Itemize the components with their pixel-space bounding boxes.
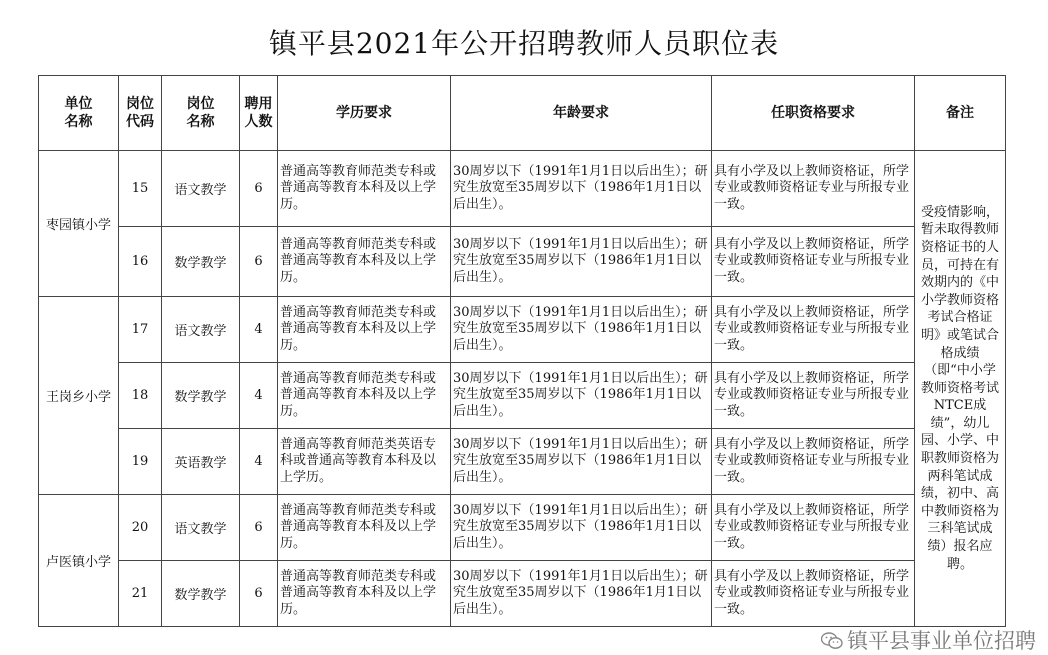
position-table — [38, 75, 1006, 627]
code-cell: 17 — [119, 297, 162, 363]
qualification-cell: 具有小学及以上教师资格证，所学专业或教师资格证专业与所报专业一致。 — [712, 495, 915, 561]
code-cell: 16 — [119, 227, 162, 297]
count-cell: 6 — [240, 151, 278, 227]
qualification-cell: 具有小学及以上教师资格证，所学专业或教师资格证专业与所报专业一致。 — [712, 297, 915, 363]
qualification-cell: 具有小学及以上教师资格证，所学专业或教师资格证专业与所报专业一致。 — [712, 429, 915, 495]
page-title: 镇平县2021年公开招聘教师人员职位表 — [268, 27, 780, 60]
qualification-cell: 具有小学及以上教师资格证，所学专业或教师资格证专业与所报专业一致。 — [712, 227, 915, 297]
age-cell: 30周岁以下（1991年1月1日以后出生）；研究生放宽至35周岁以下（1986年1月1日以后出生）。 — [451, 297, 712, 363]
qualification-cell: 具有小学及以上教师资格证，所学专业或教师资格证专业与所报专业一致。 — [712, 363, 915, 429]
header-code: 岗位代码 — [119, 76, 162, 151]
table-row — [39, 429, 1006, 495]
code-cell: 19 — [119, 429, 162, 495]
age-cell: 30周岁以下（1991年1月1日以后出生）；研究生放宽至35周岁以下（1986年1月1日以后出生）。 — [451, 227, 712, 297]
age-cell: 30周岁以下（1991年1月1日以后出生）；研究生放宽至35周岁以下（1986年1月1日以后出生）。 — [451, 495, 712, 561]
position-cell: 数学教学 — [162, 561, 240, 627]
header-education: 学历要求 — [278, 76, 451, 151]
code-cell: 20 — [119, 495, 162, 561]
header-note: 备注 — [915, 76, 1006, 151]
watermark-text: 镇平县事业单位招聘 — [847, 629, 1036, 653]
table-row — [39, 561, 1006, 627]
count-cell: 4 — [240, 297, 278, 363]
count-cell: 6 — [240, 495, 278, 561]
code-cell: 15 — [119, 151, 162, 227]
education-cell: 普通高等教育师范类专科或普通高等教育本科及以上学历。 — [278, 297, 451, 363]
position-cell: 数学教学 — [162, 227, 240, 297]
qualification-cell: 具有小学及以上教师资格证，所学专业或教师资格证专业与所报专业一致。 — [712, 561, 915, 627]
table-row — [39, 297, 1006, 363]
education-cell: 普通高等教育师范类专科或普通高等教育本科及以上学历。 — [278, 227, 451, 297]
age-cell: 30周岁以下（1991年1月1日以后出生）；研究生放宽至35周岁以下（1986年1月1日以后出生）。 — [451, 429, 712, 495]
code-cell: 21 — [119, 561, 162, 627]
note-cell: 受疫情影响，暂未取得教师资格证书的人员，可持在有效期内的《中小学教师资格考试合格证明》或笔试合格成绩（即“中小学教师资格考试NTCE成绩”，幼儿园、小学、中职教师资格为两科笔试成绩，初中、高中教师资格为三科笔试成绩）报名应聘。 — [915, 151, 1006, 627]
header-row — [39, 76, 1006, 151]
count-cell: 6 — [240, 561, 278, 627]
position-cell: 语文教学 — [162, 495, 240, 561]
age-cell: 30周岁以下（1991年1月1日以后出生）；研究生放宽至35周岁以下（1986年1月1日以后出生）。 — [451, 561, 712, 627]
count-cell: 4 — [240, 363, 278, 429]
table-row — [39, 495, 1006, 561]
position-cell: 语文教学 — [162, 297, 240, 363]
count-cell: 6 — [240, 227, 278, 297]
age-cell: 30周岁以下（1991年1月1日以后出生）；研究生放宽至35周岁以下（1986年1月1日以后出生）。 — [451, 363, 712, 429]
age-cell: 30周岁以下（1991年1月1日以后出生）；研究生放宽至35周岁以下（1986年1月1日以后出生）。 — [451, 151, 712, 227]
count-cell: 4 — [240, 429, 278, 495]
unit-cell: 枣园镇小学 — [39, 151, 119, 297]
qualification-cell: 具有小学及以上教师资格证，所学专业或教师资格证专业与所报专业一致。 — [712, 151, 915, 227]
wechat-icon — [821, 631, 843, 649]
table-row — [39, 227, 1006, 297]
header-unit: 单位名称 — [39, 76, 119, 151]
position-cell: 英语教学 — [162, 429, 240, 495]
unit-cell: 王岗乡小学 — [39, 297, 119, 495]
header-qualification: 任职资格要求 — [712, 76, 915, 151]
education-cell: 普通高等教育师范类专科或普通高等教育本科及以上学历。 — [278, 561, 451, 627]
header-count: 聘用人数 — [240, 76, 278, 151]
code-cell: 18 — [119, 363, 162, 429]
education-cell: 普通高等教育师范类专科或普通高等教育本科及以上学历。 — [278, 151, 451, 227]
unit-cell: 卢医镇小学 — [39, 495, 119, 627]
education-cell: 普通高等教育师范类专科或普通高等教育本科及以上学历。 — [278, 495, 451, 561]
header-age: 年龄要求 — [451, 76, 712, 151]
table-row — [39, 151, 1006, 227]
position-cell: 数学教学 — [162, 363, 240, 429]
watermark — [821, 625, 1036, 655]
education-cell: 普通高等教育师范类英语专科或普通高等教育本科及以上学历。 — [278, 429, 451, 495]
table-row — [39, 363, 1006, 429]
education-cell: 普通高等教育师范类专科或普通高等教育本科及以上学历。 — [278, 363, 451, 429]
header-position: 岗位名称 — [162, 76, 240, 151]
position-cell: 语文教学 — [162, 151, 240, 227]
